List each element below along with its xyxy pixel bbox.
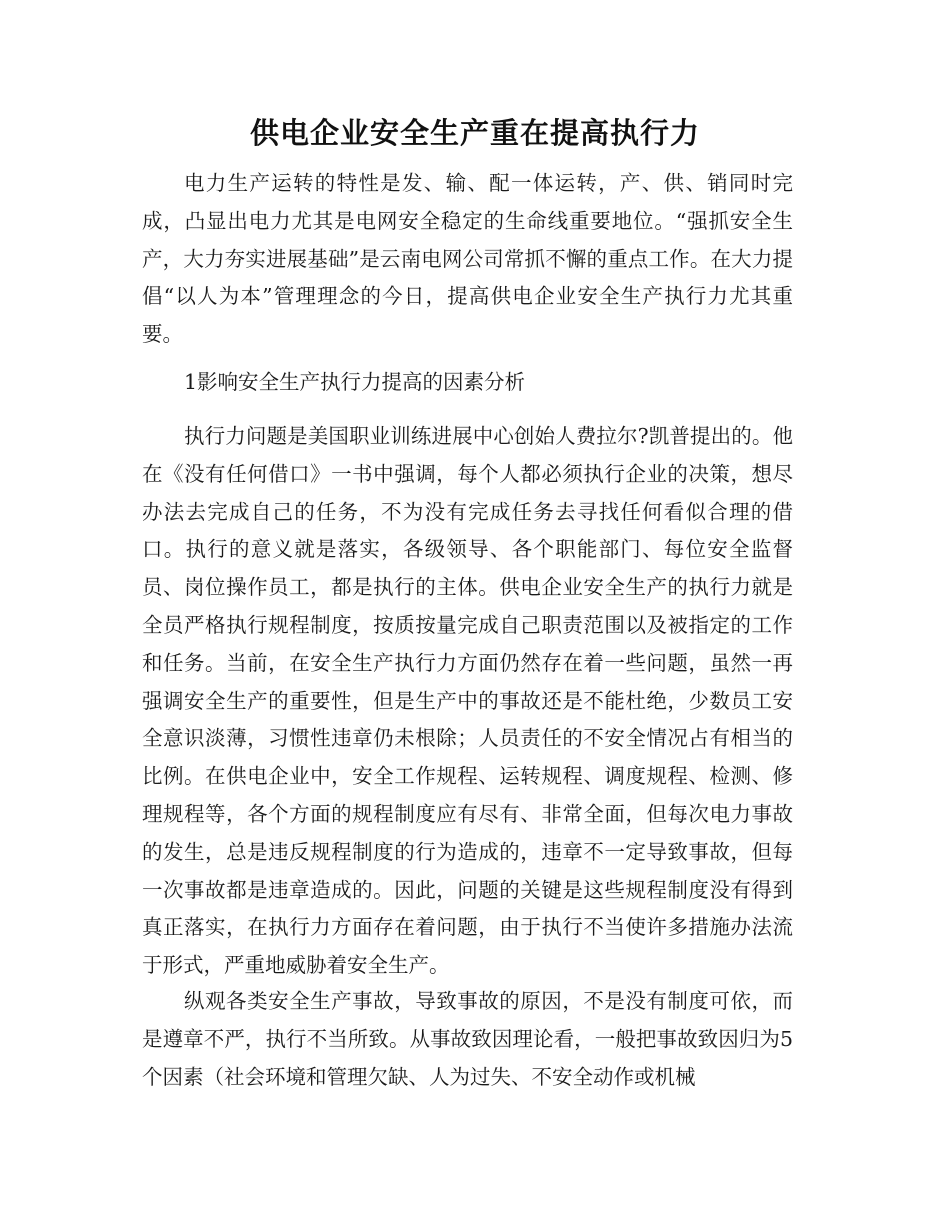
document-title: 供电企业安全生产重在提高执行力	[249, 116, 700, 150]
paragraph-execution: 执行力问题是美国职业训练进展中心创始人费拉尔?凯普提出的。他在《没有任何借口》一书中强调，每个人都必须执行企业的决策，想尽办法去完成自己的任务，不为没有完成任务去寻找任何看似合理的借口。执行的意义就是落实，各级领导、各个职能部门、每位安全监督员、岗位操作员工，都是执行的主体。供电企业安全生产的执行力就是全员严格执行规程制度，按质按量完成自己职责范围以及被指定的工作和任务。当前，在安全生产执行力方面仍然存在着一些问题，虽然一再强调安全生产的重要性，但是生产中的事故还是不能杜绝，少数员工安全意识淡薄，习惯性违章仍未根除；人员责任的不安全情况占有相当的比例。在供电企业中，安全工作规程、运转规程、调度规程、检测、修理规程等，各个方面的规程制度应有尽有、非常全面，但每次电力事故的发生，总是违反规程制度的行为造成的，违章不一定导致事故，但每一次事故都是违章造成的。因此，问题的关键是这些规程制度没有得到真正落实，在执行力方面存在着问题，由于执行不当使许多措施办法流于形式，严重地威胁着安全生产。	[142, 424, 793, 978]
paragraph-intro: 电力生产运转的特性是发、输、配一体运转，产、供、销同时完成，凸显出电力尤其是电网安全稳定的生命线重要地位。“强抓安全生产，大力夯实进展基础”是云南电网公司常抓不懈的重点工作。在大力提倡“以人为本”管理理念的今日，提高供电企业安全生产执行力尤其重要。	[142, 171, 793, 347]
paragraph-accident-causes: 纵观各类安全生产事故，导致事故的原因，不是没有制度可依，而是遵章不严，执行不当所致。从事故致因理论看，一般把事故致因归为5个因素（社会环境和管理欠缺、人为过失、不安全动作或机械	[142, 989, 793, 1089]
section-heading: 1影响安全生产执行力提高的因素分析	[184, 370, 526, 394]
